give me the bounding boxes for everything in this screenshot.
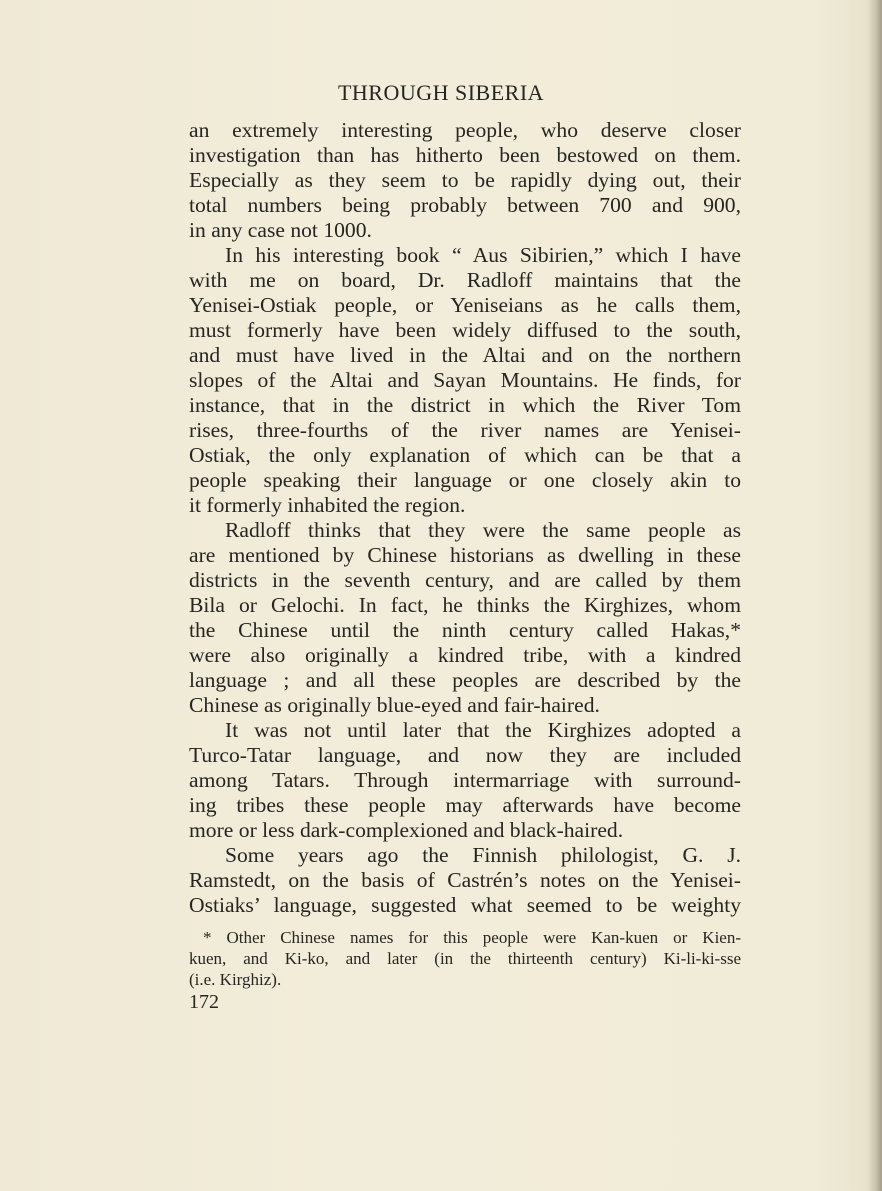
- footnote: [189, 927, 741, 990]
- text-line: must formerly have been widely diffused to the south,: [189, 318, 741, 342]
- footnote-line: kuen, and Ki-ko, and later (in the thirteenth century) Ki-li-ki-sse: [189, 949, 741, 968]
- text-line: Ostiak, the only explanation of which can be that a: [189, 443, 741, 467]
- text-line: Turco-Tatar language, and now they are included: [189, 743, 741, 767]
- text-line: an extremely interesting people, who deserve closer: [189, 118, 741, 142]
- text-line: total numbers being probably between 700 and 900,: [189, 193, 741, 217]
- page-number: 172: [189, 991, 219, 1013]
- text-line: in any case not 1000.: [189, 218, 372, 242]
- text-line: Ramstedt, on the basis of Castrén’s notes on the Yenisei-: [189, 868, 741, 892]
- text-line: more or less dark-complexioned and black-haired.: [189, 818, 624, 842]
- text-line: were also originally a kindred tribe, with a kindred: [189, 643, 741, 667]
- text-line: Especially as they seem to be rapidly dying out, their: [189, 168, 741, 192]
- running-head: THROUGH SIBERIA: [337, 80, 545, 105]
- text-line: Radloff thinks that they were the same people as: [225, 518, 741, 542]
- text-line: Bila or Gelochi. In fact, he thinks the Kirghizes, whom: [189, 593, 741, 617]
- text-line: ing tribes these people may afterwards have become: [189, 793, 741, 817]
- text-line: people speaking their language or one closely akin to: [189, 468, 741, 492]
- text-line: It was not until later that the Kirghizes adopted a: [225, 718, 741, 742]
- footnote-line: (i.e. Kirghiz).: [189, 970, 282, 989]
- text-line: In his interesting book “ Aus Sibirien,” which I have: [225, 243, 741, 267]
- text-line: among Tatars. Through intermarriage with surround-: [189, 768, 741, 792]
- text-line: with me on board, Dr. Radloff maintains that the: [189, 268, 741, 292]
- text-line: districts in the seventh century, and are called by them: [189, 568, 741, 592]
- text-line: are mentioned by Chinese historians as dwelling in these: [189, 543, 741, 567]
- text-line: rises, three-fourths of the river names are Yenisei-: [189, 418, 741, 442]
- text-line: Yenisei-Ostiak people, or Yeniseians as he calls them,: [189, 293, 741, 317]
- text-line: Some years ago the Finnish philologist, G. J.: [225, 843, 741, 867]
- text-line: instance, that in the district in which the River Tom: [189, 393, 741, 417]
- text-line: it formerly inhabited the region.: [189, 493, 466, 517]
- text-line: language ; and all these peoples are described by the: [189, 668, 741, 692]
- body-text: [189, 118, 741, 918]
- page-edge-shadow: [868, 0, 882, 1191]
- text-line: and must have lived in the Altai and on the northern: [189, 343, 741, 367]
- text-line: Ostiaks’ language, suggested what seemed to be weighty: [189, 893, 741, 917]
- text-line: investigation than has hitherto been bestowed on them.: [189, 143, 741, 167]
- footnote-line: * Other Chinese names for this people were Kan-kuen or Kien-: [203, 928, 741, 947]
- text-line: Chinese as originally blue-eyed and fair-haired.: [189, 693, 600, 717]
- text-line: slopes of the Altai and Sayan Mountains. He finds, for: [189, 368, 741, 392]
- text-line: the Chinese until the ninth century called Hakas,*: [189, 618, 741, 642]
